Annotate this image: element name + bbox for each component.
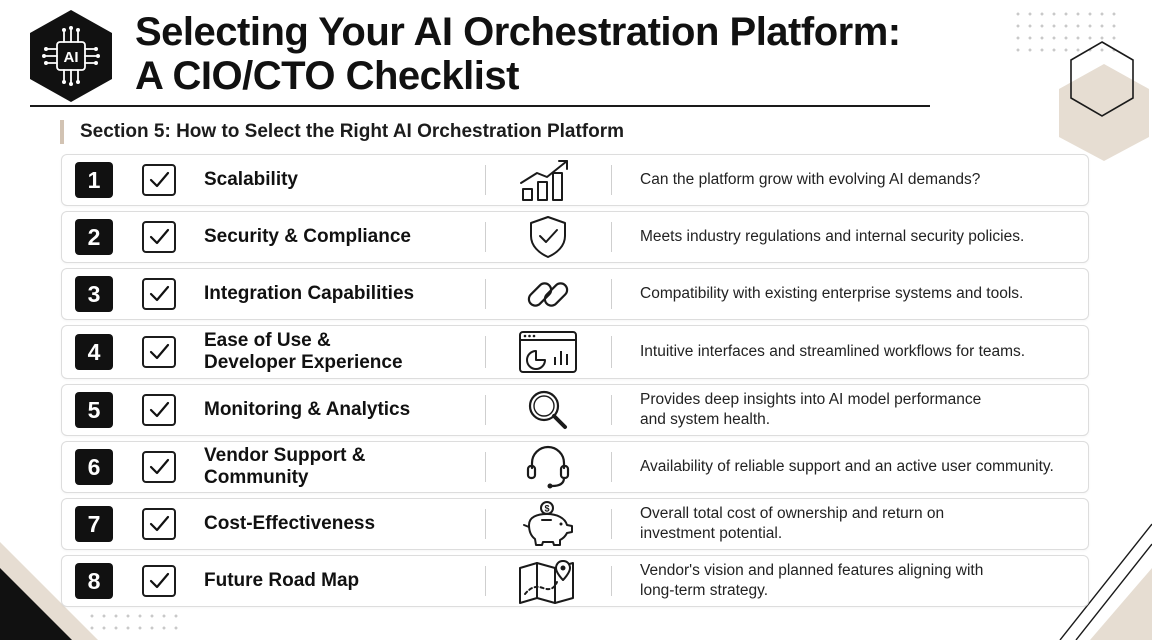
logo-text: AI: [63, 49, 79, 66]
checklist-item-monitoring: [61, 384, 1089, 436]
item-number-badge: 4: [75, 334, 113, 370]
column-divider: [485, 222, 486, 252]
item-description-line: long-term strategy.: [640, 582, 769, 599]
checklist-item-security-compliance: [61, 211, 1089, 263]
checklist-item-integration: [61, 268, 1089, 320]
column-divider: [611, 222, 612, 252]
item-title: Future Road Map: [204, 570, 360, 591]
item-description: [640, 504, 1080, 544]
column-divider: [611, 165, 612, 195]
item-description-line: Vendor's vision and planned features aligning with: [640, 562, 984, 579]
item-number-badge: 6: [75, 449, 113, 485]
item-number-badge: 2: [75, 219, 113, 255]
item-description: [640, 390, 1080, 430]
checkmark-icon: [148, 457, 170, 477]
dashboard-window-icon: [517, 329, 579, 375]
growth-chart-icon: [517, 157, 579, 203]
page-title-line: A CIO/CTO Checklist: [135, 54, 519, 98]
item-title-line: Developer Experience: [204, 352, 403, 373]
column-divider: [611, 279, 612, 309]
checklist-item-vendor-support: [61, 441, 1089, 493]
checkmark-icon: [148, 284, 170, 304]
item-title: Scalability: [204, 169, 298, 190]
checkmark-icon: [148, 227, 170, 247]
column-divider: [485, 165, 486, 195]
checklist-item-road-map: [61, 555, 1089, 607]
item-description: Can the platform grow with evolving AI demands?: [640, 171, 981, 188]
checklist-item-ease-of-use: [61, 325, 1089, 379]
checkmark-icon: [148, 400, 170, 420]
title-divider: [30, 105, 930, 107]
section-heading: Section 5: How to Select the Right AI Orchestration Platform: [60, 120, 624, 144]
magnifier-icon: [517, 387, 579, 433]
item-title: [204, 330, 474, 374]
item-description-line: investment potential.: [640, 525, 783, 542]
shield-check-icon: [517, 214, 579, 260]
item-title: Vendor Support & Community: [204, 445, 366, 488]
checkmark-icon: [148, 170, 170, 190]
item-description-line: Provides deep insights into AI model performance: [640, 391, 982, 408]
piggy-bank-icon: [517, 501, 579, 547]
column-divider: [611, 566, 612, 596]
column-divider: [485, 279, 486, 309]
checkmark-icon: [148, 342, 170, 362]
headset-icon: [517, 444, 579, 490]
item-number-badge: 8: [75, 563, 113, 599]
item-description: Intuitive interfaces and streamlined workflows for teams.: [640, 343, 1026, 360]
item-checkbox[interactable]: [142, 451, 176, 483]
platform-checklist: [61, 154, 1089, 612]
item-number-badge: 7: [75, 506, 113, 542]
item-checkbox[interactable]: [142, 164, 176, 196]
checklist-item-cost-effectiveness: [61, 498, 1089, 550]
item-checkbox[interactable]: [142, 394, 176, 426]
column-divider: [611, 509, 612, 539]
checkmark-icon: [148, 514, 170, 534]
decorative-hexagon-outline: [1068, 40, 1136, 118]
column-divider: [485, 452, 486, 482]
column-divider: [485, 395, 486, 425]
ai-chip-logo-icon: [28, 8, 114, 104]
roadmap-icon: [517, 558, 579, 604]
page-title-line: Selecting Your AI Orchestration Platform:: [135, 10, 901, 54]
checkmark-icon: [148, 571, 170, 591]
item-number-badge: 1: [75, 162, 113, 198]
column-divider: [611, 395, 612, 425]
column-divider: [611, 336, 612, 368]
item-title: Integration Capabilities: [204, 283, 415, 304]
column-divider: [485, 566, 486, 596]
column-divider: [485, 509, 486, 539]
item-checkbox[interactable]: [142, 278, 176, 310]
item-number-badge: 3: [75, 276, 113, 312]
item-description-line: and system health.: [640, 411, 771, 428]
item-description: [640, 561, 1080, 601]
item-title: Security & Compliance: [204, 226, 411, 247]
page-title: [135, 10, 901, 98]
item-description: Meets industry regulations and internal security policies.: [640, 228, 1025, 245]
column-divider: [485, 336, 486, 368]
item-description-line: Overall total cost of ownership and return on: [640, 505, 945, 522]
checklist-item-scalability: [61, 154, 1089, 206]
item-checkbox[interactable]: [142, 565, 176, 597]
item-checkbox[interactable]: [142, 221, 176, 253]
item-title-line: Ease of Use &: [204, 330, 331, 351]
item-number-badge: 5: [75, 392, 113, 428]
column-divider: [611, 452, 612, 482]
item-title: Monitoring & Analytics: [204, 399, 411, 420]
dollar-sign-icon: $: [544, 503, 550, 514]
item-title: Cost-Effectiveness: [204, 513, 376, 534]
item-checkbox[interactable]: [142, 336, 176, 368]
item-description: Availability of reliable support and an active user community.: [640, 458, 1054, 475]
item-description: Compatibility with existing enterprise systems and tools.: [640, 285, 1024, 302]
item-checkbox[interactable]: [142, 508, 176, 540]
chain-link-icon: [517, 271, 579, 317]
